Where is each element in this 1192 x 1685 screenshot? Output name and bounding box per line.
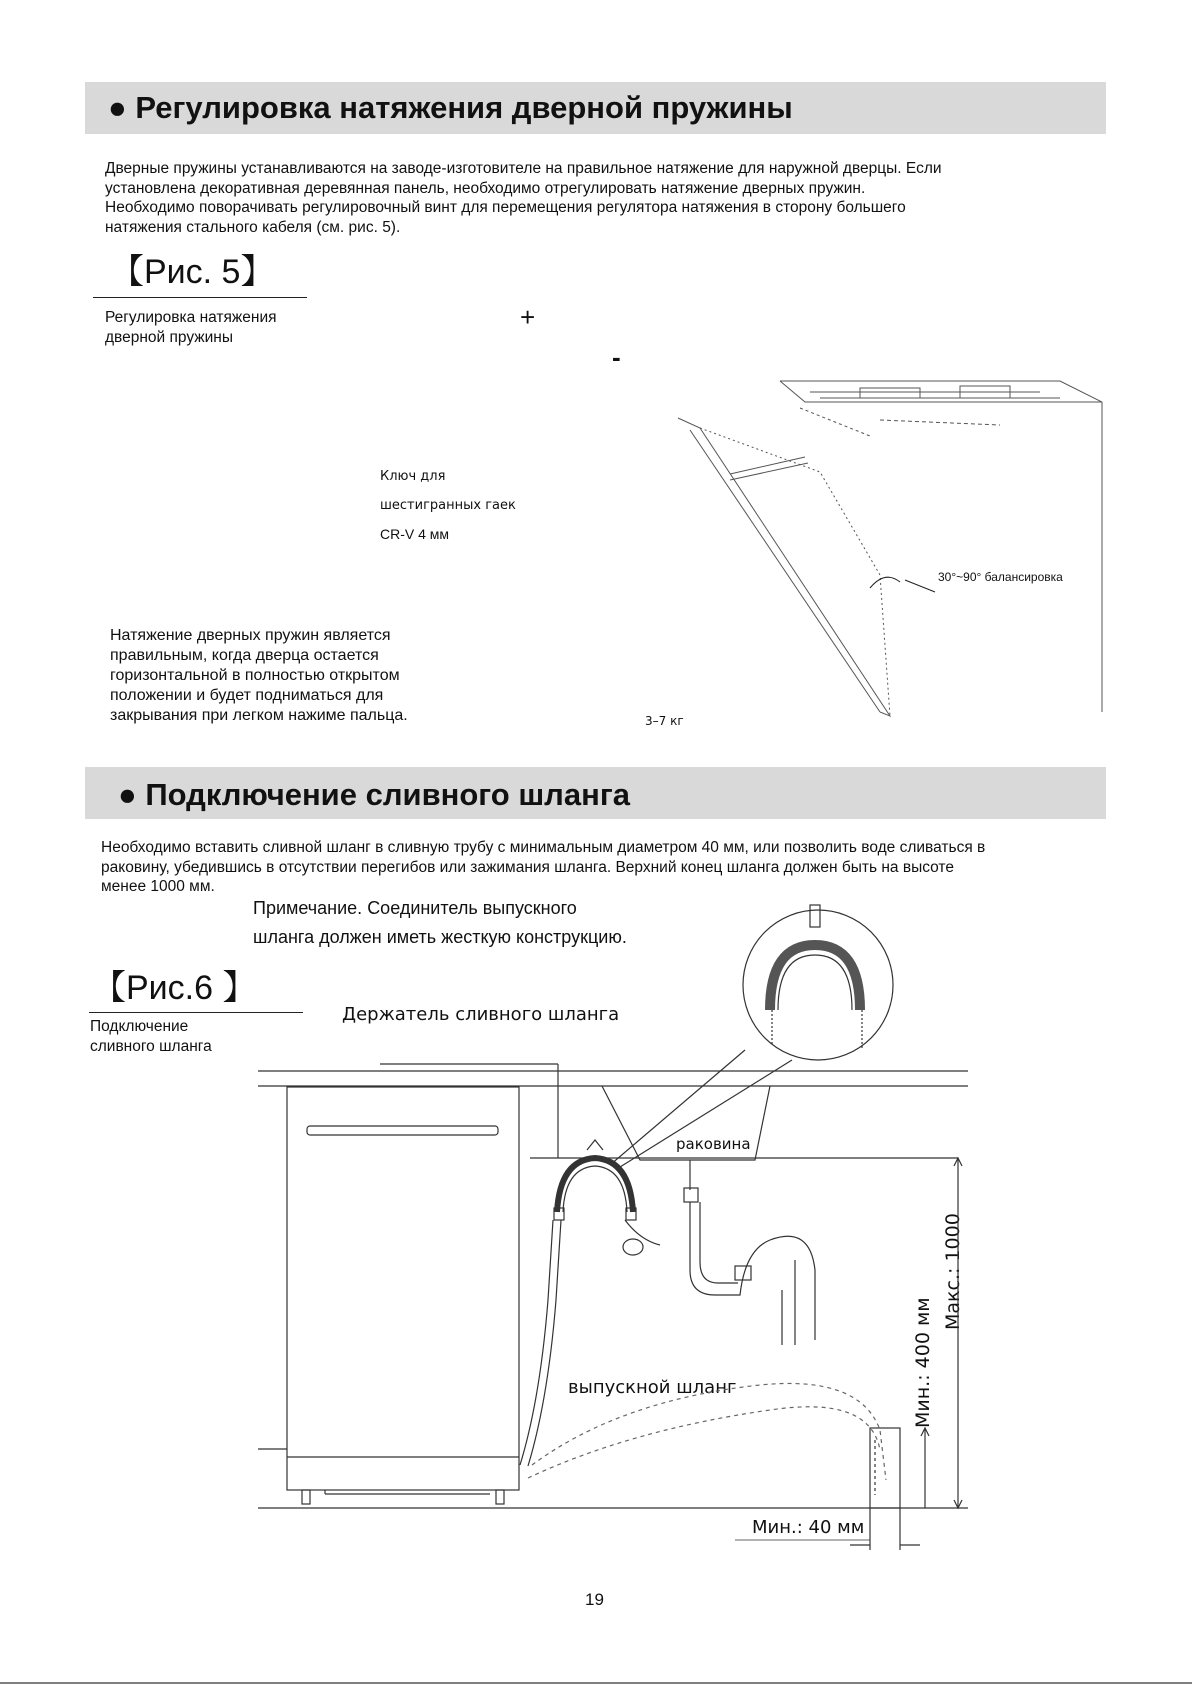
figure-5-label: 【Рис. 5】 [110, 253, 275, 291]
paragraph-line: раковину, убедившись в отсутствии перегибов или зажимания шланга. Верхний конец шланга должен быть на высоте [101, 858, 954, 876]
plus-sign: + [520, 302, 536, 332]
note-line: положении и будет подниматься для [110, 687, 384, 704]
note-line: Примечание. Соединитель выпускного [253, 898, 577, 918]
outlet-hose-label: выпускной шланг [568, 1377, 737, 1398]
balance-label: 30°~90° балансировка [938, 570, 1063, 584]
hose-holder-label: Держатель сливного шланга [342, 1004, 620, 1025]
caption-line: дверной пружины [105, 328, 233, 346]
wrench-line: Ключ для [380, 469, 446, 484]
minus-sign: - [612, 342, 621, 372]
section-title-drain-hose: ● Подключение сливного шланга [118, 777, 630, 812]
caption-line: Регулировка натяжения [105, 309, 277, 326]
sink-label: раковина [676, 1135, 751, 1153]
min-40-label: Мин.: 40 мм [752, 1517, 865, 1538]
caption-line: Подключение [90, 1018, 189, 1035]
paragraph-line: Дверные пружины устанавливаются на заводе-изготовителе на правильное натяжение для наружной дверцы. Если [105, 160, 942, 177]
paragraph-line: менее 1000 мм. [101, 878, 215, 895]
max-1000-label: Макс.: 1000 [942, 1213, 964, 1330]
wrench-line: CR-V 4 мм [380, 526, 450, 542]
note-line: закрывания при легком нажиме пальца. [110, 707, 408, 724]
note-line: шланга должен иметь жесткую конструкцию. [253, 927, 627, 947]
dishwasher-door-illustration [678, 381, 1102, 716]
page-number: 19 [585, 1590, 604, 1609]
section-title-door-spring: ● Регулировка натяжения дверной пружины [108, 90, 793, 125]
paragraph-line: Необходимо вставить сливной шланг в сливную трубу с минимальным диаметром 40 мм, или позволить воде сливаться в [101, 839, 986, 856]
note-line: Натяжение дверных пружин является [110, 627, 391, 644]
weight-label: 3–7 кг [645, 714, 684, 728]
note-line: горизонтальной в полностью открытом [110, 667, 400, 684]
figure-6-label: 【Рис.6 】 [92, 969, 257, 1007]
paragraph-line: установлена декоративная деревянная панель, необходимо отрегулировать натяжение дверных пружин. [105, 179, 866, 197]
paragraph-line: Необходимо поворачивать регулировочный винт для перемещения регулятора натяжения в сторону большего [105, 199, 906, 216]
wrench-line: шестигранных гаек [380, 498, 516, 513]
min-400-label: Мин.: 400 мм [912, 1297, 934, 1428]
paragraph-line: натяжения стального кабеля (см. рис. 5). [105, 218, 401, 236]
note-line: правильным, когда дверца остается [110, 647, 379, 664]
drain-hose-illustration [258, 905, 968, 1550]
caption-line: сливного шланга [90, 1037, 212, 1055]
